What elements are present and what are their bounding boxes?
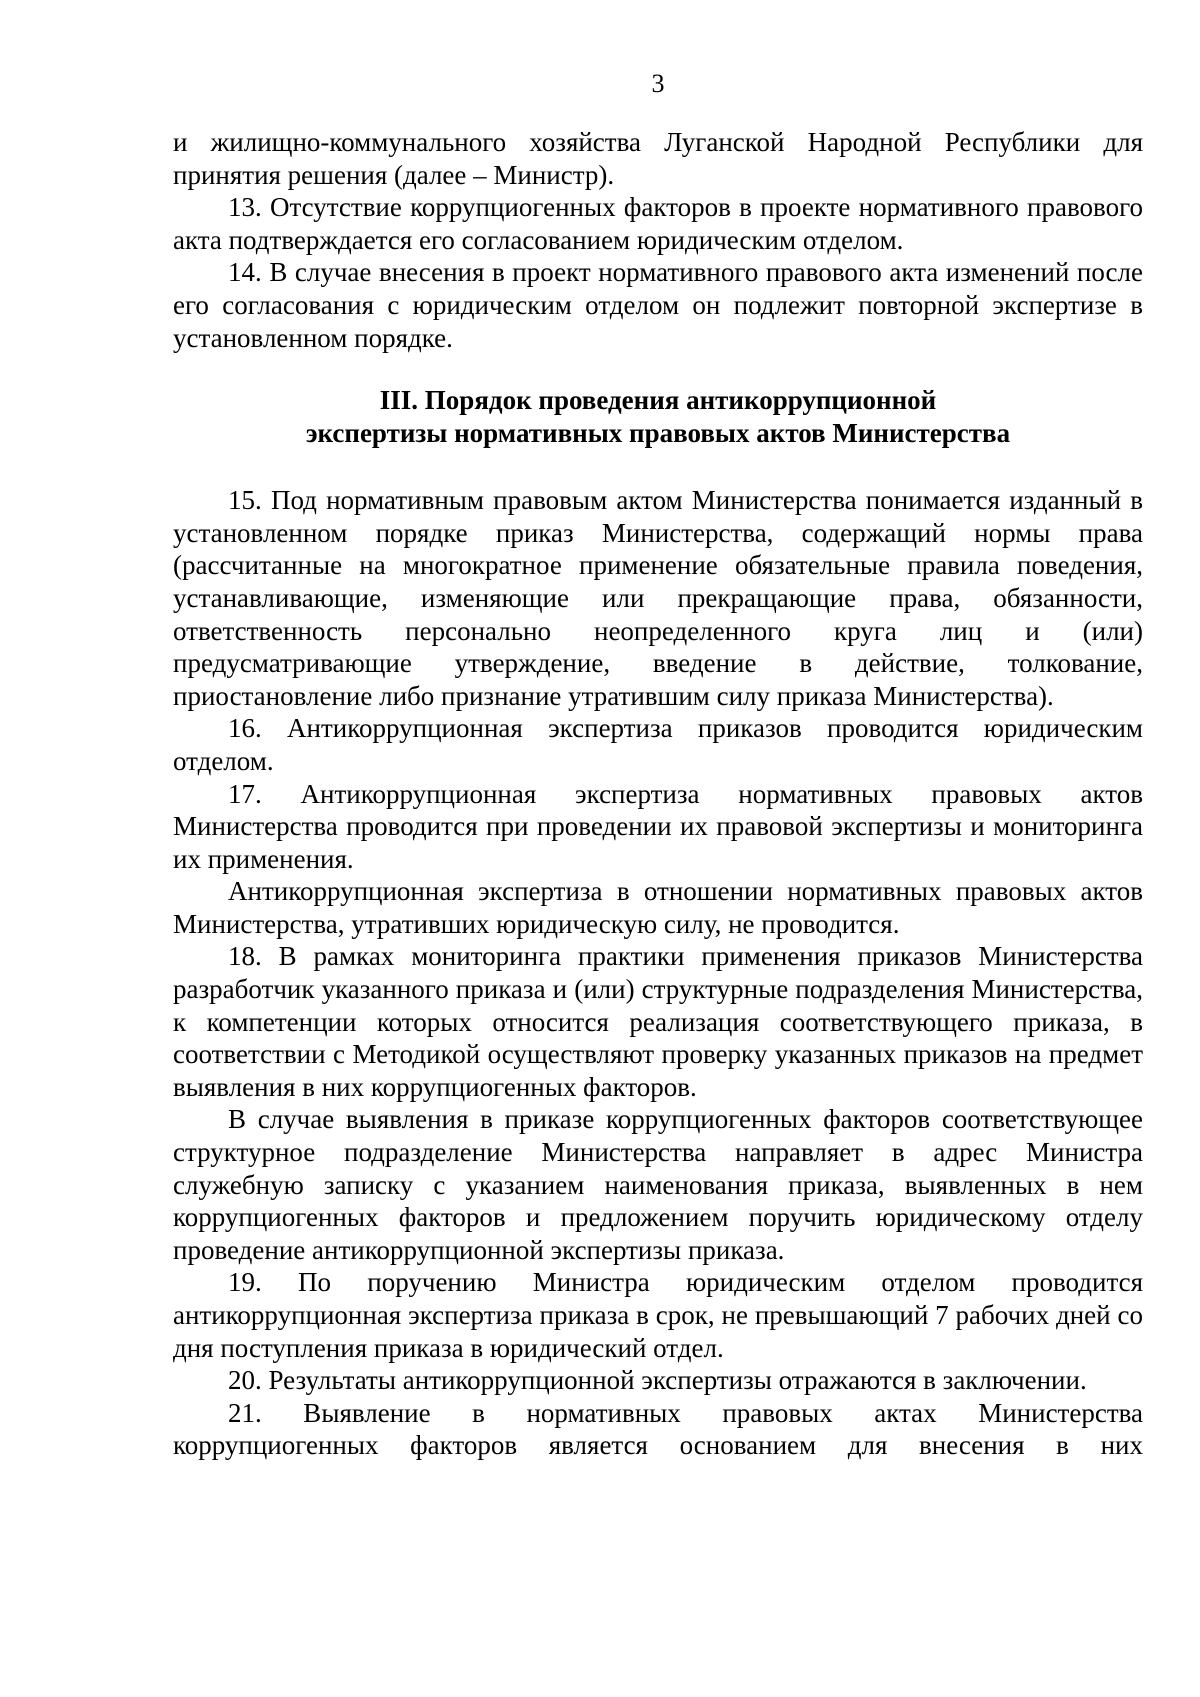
section-title-line-2: экспертизы нормативных правовых актов Министерства [305,418,1011,449]
paragraph-18-continuation: В случае выявления в приказе коррупциогенных факторов соответствующее структурное подразделение Министерства направляет в адрес Министра служебную записку с указанием наименования приказа, выявленных в нем коррупциогенных факторов и предложением поручить юридическому отделу проведение антикоррупционной экспертизы приказа. [173,1104,1143,1265]
paragraph-19: 19. По поручению Министра юридическим отделом проводится антикоррупционная экспертиза приказа в срок, не превышающий 7 рабочих дней со дня поступления приказа в юридический отдел. [173,1267,1143,1363]
page-number: 3 [651,69,665,98]
paragraph-13: 13. Отсутствие коррупциогенных факторов в проекте нормативного правового акта подтверждается его согласованием юридическим отделом. [173,192,1143,255]
paragraph-14: 14. В случае внесения в проект нормативного правового акта изменений после его согласования с юридическим отделом он подлежит повторной экспертизе в установленном порядке. [173,257,1143,353]
paragraph-continuation: и жилищно-коммунального хозяйства Луганской Народной Республики для принятия решения (далее – Министр). [173,127,1143,190]
paragraph-15: 15. Под нормативным правовым актом Министерства понимается изданный в установленном порядке приказ Министерства, содержащий нормы права (рассчитанные на многократное применение обязательные правила поведения, устанавливающие, изменяющие или прекращающие права, обязанности, ответственность персонально неопределенного круга лиц и (или) предусматривающие утверждение, введение в действие, толкование, приостановление либо признание утратившим силу приказа Министерства). [173,485,1143,711]
section-title-line-1: III. Порядок проведения антикоррупционной [379,385,937,416]
paragraph-17-continuation: Антикоррупционная экспертиза в отношении нормативных правовых актов Министерства, утративших юридическую силу, не проводится. [173,876,1143,939]
paragraph-16: 16. Антикоррупционная экспертиза приказов проводится юридическим отделом. [173,713,1143,776]
paragraph-20: 20. Результаты антикоррупционной экспертизы отражаются в заключении. [228,1365,1087,1396]
section-title [173,384,1143,450]
paragraph-17: 17. Антикоррупционная экспертиза нормативных правовых актов Министерства проводится при проведении их правовой экспертизы и мониторинга их применения. [173,778,1143,874]
document-page [173,68,1143,1462]
paragraph-21: 21. Выявление в нормативных правовых актах Министерства коррупциогенных факторов является основанием для внесения в них [173,1397,1143,1461]
paragraph-18: 18. В рамках мониторинга практики применения приказов Министерства разработчик указанного приказа и (или) структурные подразделения Министерства, к компетенции которых относится реализация соответствующего приказа, в соответствии с Методикой осуществляют проверку указанных приказов на предмет выявления в них коррупциогенных факторов. [173,941,1143,1102]
